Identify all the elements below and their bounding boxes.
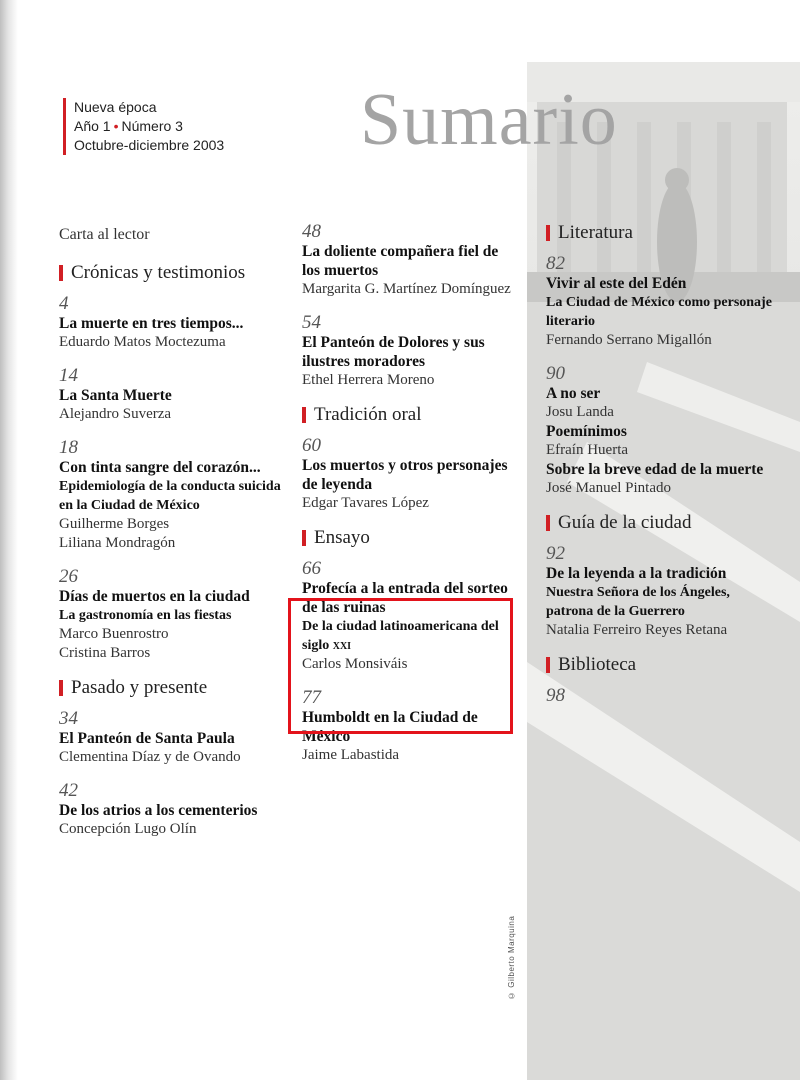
article-title: La doliente compañera fiel de los muertos xyxy=(302,243,499,279)
page-binding-edge xyxy=(0,0,18,1080)
article-author: Natalia Ferreiro Reyes Retana xyxy=(546,622,728,638)
article-subtitle: Nuestra Señora de los Ángeles, patrona de la Guerrero xyxy=(546,585,730,619)
article-author: Concepción Lugo Olín xyxy=(59,821,197,837)
article-author: Josu Landa xyxy=(546,404,614,420)
page-number: 14 xyxy=(59,365,78,386)
article-author: Jaime Labastida xyxy=(302,747,400,763)
page-number: 34 xyxy=(59,708,78,729)
article-author: Margarita G. Martínez Domínguez xyxy=(302,281,511,297)
toc-entry[interactable] xyxy=(59,294,289,352)
toc-entry[interactable] xyxy=(59,709,289,767)
section-heading: Biblioteca xyxy=(546,654,776,676)
article-title: Poemínimos xyxy=(546,423,627,440)
page-number: 60 xyxy=(302,435,321,456)
article-author: Cristina Barros xyxy=(59,645,151,661)
page-number: 66 xyxy=(302,558,321,579)
article-author: Guilherme Borges xyxy=(59,516,170,532)
article-author: Liliana Mondragón xyxy=(59,535,176,551)
article-author: Clementina Díaz y de Ovando xyxy=(59,749,241,765)
article-title: Los muertos y otros personajes de leyenda xyxy=(302,457,508,493)
article-author: Marco Buenrostro xyxy=(59,626,169,642)
selection-highlight-box xyxy=(288,598,513,734)
toc-column-3 xyxy=(546,222,776,720)
section-marker-icon xyxy=(59,265,63,281)
article-subtitle: Epidemiología de la conducta suicida en la Ciudad de México xyxy=(59,479,281,513)
article-title: La muerte en tres tiempos... xyxy=(59,315,244,332)
article-subtitle: La gastronomía en las fiestas xyxy=(59,608,232,623)
page-number: 18 xyxy=(59,437,78,458)
article-title: El Panteón de Santa Paula xyxy=(59,730,235,747)
article-author: Eduardo Matos Moctezuma xyxy=(59,334,226,350)
article-title: Humboldt en la Ciudad de México xyxy=(302,709,478,745)
photo-credit: © Gilberto Marquina xyxy=(507,915,516,1000)
toc-entry[interactable] xyxy=(302,436,517,513)
section-heading: Guía de la ciudad xyxy=(546,512,776,534)
article-author: Ethel Herrera Moreno xyxy=(302,372,435,388)
toc-entry[interactable] xyxy=(546,364,776,498)
masthead-year: Año 1 xyxy=(74,118,111,134)
article-subtitle: La Ciudad de México como personaje literario xyxy=(546,295,772,329)
page-number: 48 xyxy=(302,221,321,242)
article-title: De la leyenda a la tradición xyxy=(546,565,727,582)
page-number: 82 xyxy=(546,253,565,274)
page-number: 26 xyxy=(59,566,78,587)
article-title: La Santa Muerte xyxy=(59,387,172,404)
bullet-icon: • xyxy=(113,118,119,134)
article-author: José Manuel Pintado xyxy=(546,480,671,496)
article-author: Efraín Huerta xyxy=(546,442,629,458)
article-subtitle: De la ciudad latinoamericana del siglo xxi xyxy=(302,619,499,653)
article-title: Días de muertos en la ciudad xyxy=(59,588,250,605)
section-heading: Tradición oral xyxy=(302,404,517,426)
section-heading: Literatura xyxy=(546,222,776,244)
masthead-issue xyxy=(74,117,224,136)
editor-letter-link[interactable]: Carta al lector xyxy=(59,226,150,243)
section-heading: Pasado y presente xyxy=(59,677,289,699)
page-title: Sumario xyxy=(360,79,618,161)
article-title: El Panteón de Dolores y sus ilustres moradores xyxy=(302,334,485,370)
masthead xyxy=(63,98,224,155)
section-marker-icon xyxy=(546,515,550,531)
page-number: 4 xyxy=(59,293,69,314)
section-marker-icon xyxy=(59,680,63,696)
page-number: 92 xyxy=(546,543,565,564)
toc-column-1 xyxy=(59,222,289,853)
century-numeral: xxi xyxy=(332,638,352,653)
masthead-dates: Octubre-diciembre 2003 xyxy=(74,137,225,153)
page-number: 98 xyxy=(546,685,565,706)
toc-entry[interactable] xyxy=(546,544,776,640)
article-title: Sobre la breve edad de la muerte xyxy=(546,461,764,478)
section-heading: Ensayo xyxy=(302,527,517,549)
article-author: Fernando Serrano Migallón xyxy=(546,332,712,348)
article-author: Carlos Monsiváis xyxy=(302,656,408,672)
section-marker-icon xyxy=(546,657,550,673)
masthead-number: Número 3 xyxy=(121,118,183,134)
toc-entry[interactable] xyxy=(302,222,517,299)
toc-entry[interactable] xyxy=(59,567,289,663)
article-author: Edgar Tavares López xyxy=(302,495,429,511)
page-number: 90 xyxy=(546,363,565,384)
article-title: Vivir al este del Edén xyxy=(546,275,687,292)
page-number: 42 xyxy=(59,780,78,801)
article-title: De los atrios a los cementerios xyxy=(59,802,258,819)
toc-entry[interactable] xyxy=(546,686,776,706)
article-title: A no ser xyxy=(546,385,601,402)
masthead-edition: Nueva época xyxy=(74,99,157,115)
toc-entry[interactable] xyxy=(302,313,517,390)
toc-entry[interactable] xyxy=(59,781,289,839)
section-marker-icon xyxy=(302,407,306,423)
toc-entry[interactable] xyxy=(59,438,289,553)
article-author: Alejandro Suverza xyxy=(59,406,172,422)
page-number: 77 xyxy=(302,687,321,708)
toc-entry[interactable] xyxy=(59,366,289,424)
toc-entry[interactable] xyxy=(546,254,776,350)
page-number: 54 xyxy=(302,312,321,333)
article-title: Profecía a la entrada del sorteo de las ruinas xyxy=(302,580,508,616)
section-marker-icon xyxy=(302,530,306,546)
section-marker-icon xyxy=(546,225,550,241)
article-title: Con tinta sangre del corazón... xyxy=(59,459,261,476)
section-heading: Crónicas y testimonios xyxy=(59,262,289,284)
